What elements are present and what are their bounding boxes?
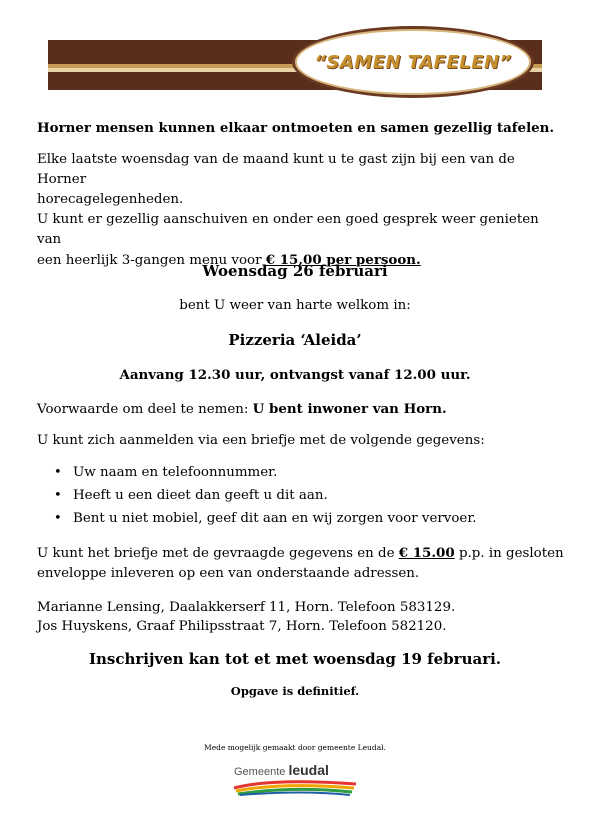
condition-value: U bent inwoner van Horn. xyxy=(252,401,447,417)
event-time: Aanvang 12.30 uur, ontvangst vanaf 12.00 uur. xyxy=(119,367,471,383)
event-venue: Pizzeria ‘Aleida’ xyxy=(228,331,362,349)
event-welcome: bent U weer van harte welkom in: xyxy=(179,298,411,313)
final-note: Opgave is definitief. xyxy=(230,684,360,698)
delivery-prefix: U kunt het briefje met de gevraagde gegevens en de xyxy=(37,546,399,561)
register-intro: U kunt zich aanmelden via een briefje met de volgende gegevens: xyxy=(37,433,485,448)
para-line-prefix: een heerlijk 3-gangen menu voor xyxy=(37,253,266,268)
list-item: • Uw naam en telefoonnummer. xyxy=(37,463,567,486)
intro-headline: Horner mensen kunnen elkaar ontmoeten en samen gezellig tafelen. xyxy=(37,120,555,136)
logo-small-text: Gemeente xyxy=(234,766,286,778)
header-banner xyxy=(48,20,542,102)
event-date: Woensdag 26 februari xyxy=(202,262,388,280)
footer-credit: Mede mogelijk gemaakt door gemeente Leudal. xyxy=(204,743,386,752)
logo-swoosh-icon xyxy=(232,778,358,796)
address-list xyxy=(37,598,567,636)
para-line: horecagelegenheden. xyxy=(37,192,184,207)
list-item: • Bent u niet mobiel, geef dit aan en wij zorgen voor vervoer. xyxy=(37,509,567,532)
price: € 15,00 per persoon. xyxy=(265,252,421,268)
para-line: U kunt er gezellig aanschuiven en onder een goed gesprek weer genieten van xyxy=(37,212,539,247)
para-line: Elke laatste woensdag van de maand kunt u te gast zijn bij een van de Horner xyxy=(37,152,515,187)
address-line: Marianne Lensing, Daalakkerserf 11, Horn. Telefoon 583129. xyxy=(37,600,456,615)
delivery-paragraph xyxy=(37,543,567,584)
amount: € 15.00 xyxy=(398,545,455,561)
banner-title: “SAMEN TAFELEN” xyxy=(314,51,512,73)
para-line xyxy=(37,543,567,564)
address-line: Jos Huyskens, Graaf Philipsstraat 7, Horn. Telefoon 582120. xyxy=(37,619,447,634)
condition xyxy=(37,399,567,420)
logo-wordmark xyxy=(234,762,329,778)
leudal-logo xyxy=(232,760,362,800)
para-line: enveloppe inleveren op een van onderstaande adressen. xyxy=(37,566,420,581)
deadline: Inschrijven kan tot et met woensdag 19 februari. xyxy=(88,650,502,668)
register-list xyxy=(37,463,567,532)
intro-paragraph xyxy=(37,150,567,271)
delivery-suffix: p.p. in gesloten xyxy=(454,546,564,561)
logo-big-text: leudal xyxy=(288,762,329,778)
banner-oval xyxy=(292,26,534,98)
condition-prefix: Voorwaarde om deel te nemen: xyxy=(37,402,253,417)
list-item: • Heeft u een dieet dan geeft u dit aan. xyxy=(37,486,567,509)
